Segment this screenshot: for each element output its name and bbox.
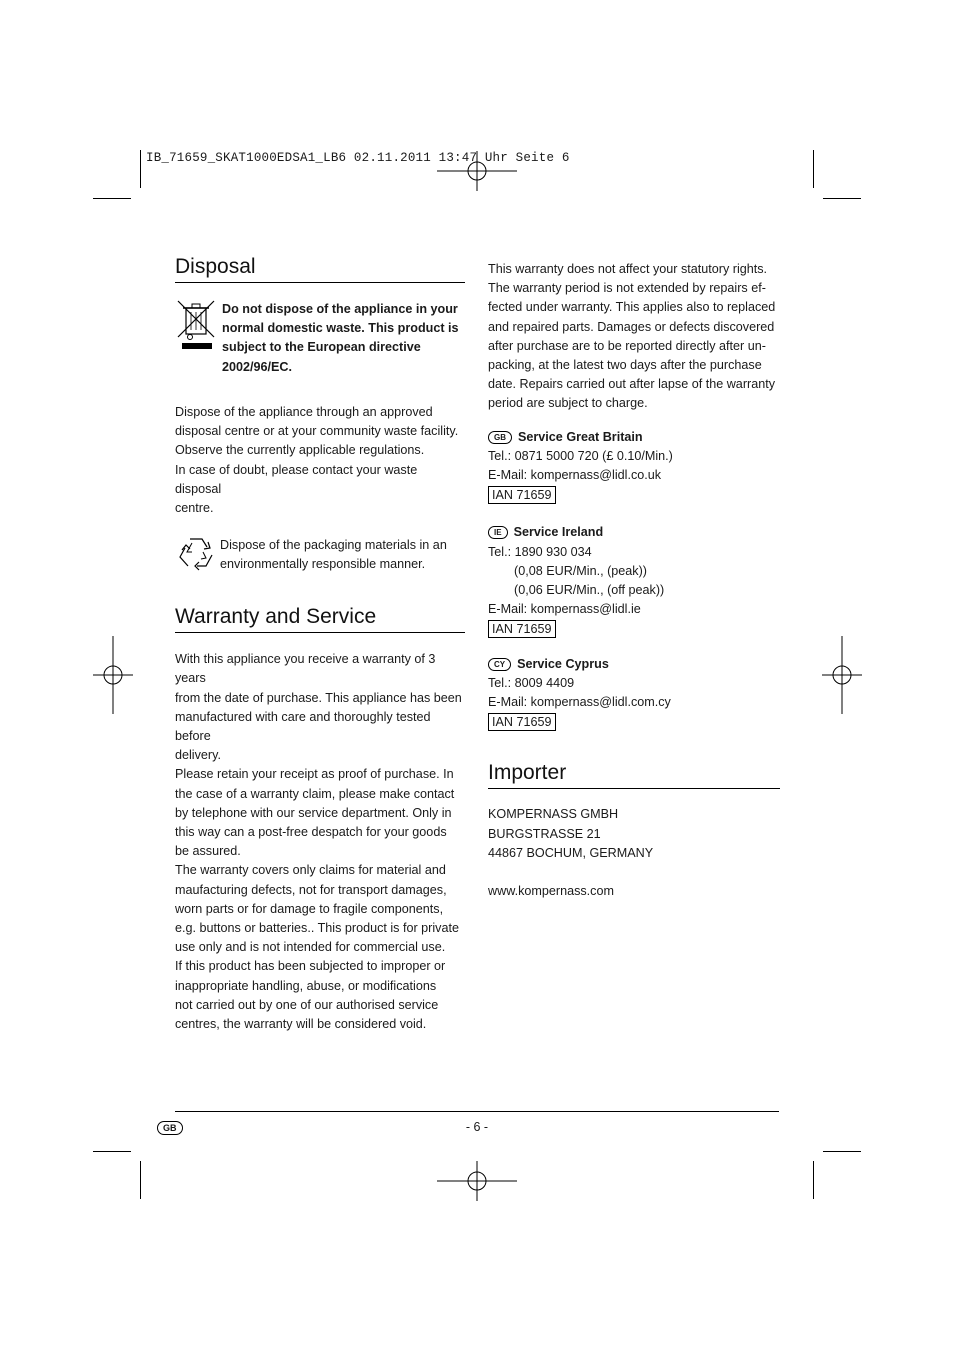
text-line: be assured. xyxy=(175,844,241,859)
service-ireland xyxy=(488,523,780,639)
service-rate: (0,08 EUR/Min., (peak)) xyxy=(514,563,647,578)
print-slug: IB_71659_SKAT1000EDSA1_LB6 02.11.2011 13:47 Uhr Seite 6 xyxy=(146,151,570,165)
importer-website: www.kompernass.com xyxy=(488,884,614,899)
crop-mark xyxy=(813,150,814,188)
crop-mark xyxy=(823,1151,861,1152)
text-line: inappropriate handling, abuse, or modifications xyxy=(175,978,437,993)
crop-mark xyxy=(813,1161,814,1199)
country-badge-cy: CY xyxy=(488,658,511,671)
text-line: Observe the currently applicable regulations. xyxy=(175,443,425,458)
service-phone: Tel.: 8009 4409 xyxy=(488,675,575,690)
text-line: If this product has been subjected to improper or xyxy=(175,959,446,974)
text-line: Dispose of the appliance through an approved xyxy=(175,405,433,419)
service-rate: (0,06 EUR/Min., (off peak)) xyxy=(514,583,665,598)
text-line: centre. xyxy=(175,501,214,516)
country-badge-gb: GB xyxy=(488,431,512,444)
text-line: period are subject to charge. xyxy=(488,396,648,411)
text-line: after purchase are to be reported directly after un- xyxy=(488,338,766,353)
text-line: Please retain your receipt as proof of purchase. In xyxy=(175,767,454,782)
text-line: manufactured with care and thoroughly tested before xyxy=(175,709,431,744)
crop-mark xyxy=(140,150,141,188)
text-line: not carried out by one of our authorised service xyxy=(175,997,439,1012)
importer-heading: Importer xyxy=(488,760,780,789)
text-line: centres, the warranty will be considered void. xyxy=(175,1017,427,1032)
registration-mark xyxy=(437,1161,517,1201)
registration-mark xyxy=(93,636,133,714)
crop-mark xyxy=(93,1151,131,1152)
importer-address xyxy=(488,805,780,863)
page-number: - 6 - xyxy=(465,1120,489,1134)
text-line: e.g. buttons or batteries.. This product is for private xyxy=(175,921,459,936)
service-email: E-Mail: kompernass@lidl.co.uk xyxy=(488,468,662,483)
crop-mark xyxy=(140,1161,141,1199)
text-line: disposal centre or at your community waste facility. xyxy=(175,424,459,439)
ian-box: IAN 71659 xyxy=(488,620,556,638)
warranty-continued xyxy=(488,260,780,414)
service-email: E-Mail: kompernass@lidl.ie xyxy=(488,602,641,617)
country-badge-ie: IE xyxy=(488,526,508,539)
text-line: The warranty covers only claims for material and xyxy=(175,863,446,878)
text-line: With this appliance you receive a warranty of 3 years xyxy=(175,652,436,686)
text-line: worn parts or for damage to fragile components, xyxy=(175,901,444,916)
text-line: packing, at the latest two days after the purchase xyxy=(488,358,762,373)
service-title: Service Great Britain xyxy=(518,429,643,444)
registration-mark xyxy=(822,636,862,714)
address-line: 44867 BOCHUM, GERMANY xyxy=(488,845,654,860)
text-line: In case of doubt, please contact your waste disposal xyxy=(175,462,418,496)
text-line: by telephone with our service department. Only in xyxy=(175,805,452,820)
text-line: from the date of purchase. This appliance has been xyxy=(175,690,462,705)
address-line: KOMPERNASS GMBH xyxy=(488,807,619,822)
text-line: The warranty period is not extended by repairs ef- xyxy=(488,281,766,296)
text-line: This warranty does not affect your statutory rights. xyxy=(488,262,768,276)
service-great-britain xyxy=(488,428,780,506)
address-line: BURGSTRASSE 21 xyxy=(488,826,601,841)
disposal-heading: Disposal xyxy=(175,254,465,283)
text-line: maufacturing defects, not for transport damages, xyxy=(175,882,447,897)
disposal-instructions xyxy=(175,403,465,518)
packaging-text: Dispose of the packaging materials in an environmentally responsible manner. xyxy=(220,538,447,572)
footer-rule xyxy=(175,1111,779,1112)
disposal-warning-block xyxy=(175,300,465,380)
registration-mark xyxy=(437,151,517,191)
service-phone: Tel.: 0871 5000 720 (£ 0.10/Min.) xyxy=(488,448,673,463)
text-line: use only and is not intended for commercial use. xyxy=(175,940,446,955)
text-line: fected under warranty. This applies also to replaced xyxy=(488,300,776,315)
text-line: and repaired parts. Damages or defects discovered xyxy=(488,319,775,334)
service-cyprus xyxy=(488,655,780,733)
service-title: Service Ireland xyxy=(513,525,604,540)
service-email: E-Mail: kompernass@lidl.com.cy xyxy=(488,695,671,710)
text-line: the case of a warranty claim, please make contact xyxy=(175,786,455,801)
recycle-icon xyxy=(176,533,216,573)
right-column xyxy=(488,260,780,901)
text-line: delivery. xyxy=(175,748,221,763)
left-column xyxy=(175,254,465,1034)
warranty-text xyxy=(175,650,465,1034)
disposal-warning-text: Do not dispose of the appliance in your normal domestic waste. This product is subject to the European directive 2002/96/EC. xyxy=(222,302,459,374)
crop-mark xyxy=(823,198,861,199)
footer-language-badge: GB xyxy=(157,1121,183,1135)
packaging-block xyxy=(175,536,465,578)
ian-box: IAN 71659 xyxy=(488,486,556,504)
service-phone: Tel.: 1890 930 034 xyxy=(488,544,592,559)
crop-mark xyxy=(93,198,131,199)
text-line: this way can a post-free despatch for your goods xyxy=(175,825,447,840)
ian-box: IAN 71659 xyxy=(488,713,556,731)
warranty-heading: Warranty and Service xyxy=(175,604,465,633)
crossed-bin-icon xyxy=(177,300,215,350)
text-line: date. Repairs carried out after lapse of the warranty xyxy=(488,377,776,392)
service-title: Service Cyprus xyxy=(517,656,609,671)
